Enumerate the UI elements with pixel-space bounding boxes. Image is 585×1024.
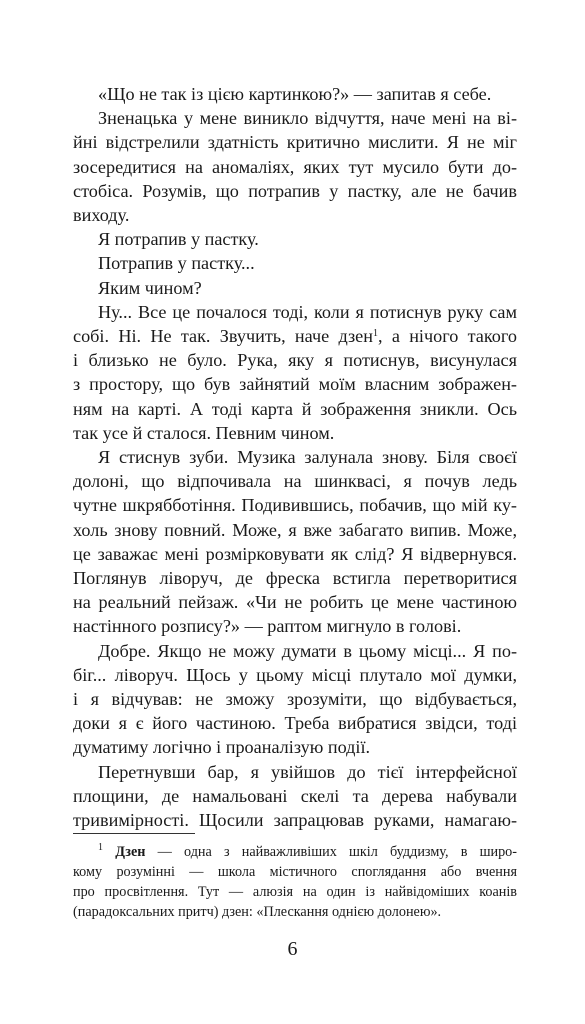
- text-line: стобіса. Розумів, що потрапив у пастку, але не бачив: [73, 180, 517, 201]
- footnote-term: Дзен: [115, 844, 146, 860]
- text-line: йні відстрелили здатність критично мислити. Я не міг: [73, 132, 517, 153]
- footnote-line: про просвітлення. Тут — алюзія на один із найвідоміших коанів: [73, 884, 517, 900]
- footnote-line: (парадоксальних притч) дзен: «Плескання однією долонею».: [73, 904, 442, 920]
- footnote: [73, 842, 517, 922]
- text-line: на реальний пейзаж. «Чи не робить це мене частиною: [73, 592, 517, 613]
- text-line: виходу.: [73, 205, 130, 226]
- footnote-line: [73, 842, 517, 862]
- footnote-text: — одна з найважливіших шкіл буддизму, в широ-: [145, 844, 518, 860]
- text-line: площини, де намальовані скелі та дерева набували: [73, 785, 517, 806]
- footnote-divider: [73, 833, 195, 834]
- text-line: біг... ліворуч. Щось у цьому місці плутало мої думки,: [73, 664, 517, 685]
- text-line: холь знову повний. Може, я вже забагато випив. Може,: [73, 519, 517, 540]
- text-line: зосередитися на аномаліях, яких тут мусило бути до-: [73, 156, 517, 177]
- text-line: доки я є його частиною. Треба вибратися звідси, тоді: [73, 713, 517, 734]
- text-fragment: , а нічого такого: [377, 326, 517, 347]
- text-line: настінного розпису?» — раптом мигнуло в голові.: [73, 616, 462, 637]
- text-line: Зненацька у мене виникло відчуття, наче мені на ві-: [98, 108, 517, 129]
- text-line: Добре. Якщо не можу думати в цьому місці... Я по-: [98, 640, 517, 661]
- text-line: Ну... Все це почалося тоді, коли я потиснув руку сам: [98, 301, 517, 322]
- text-line: Яким чином?: [98, 277, 202, 298]
- text-line: думатиму логічно і проаналізую події.: [73, 737, 371, 758]
- text-line: чутне шкрябботіння. Подивившись, побачив, що мій ку-: [73, 495, 517, 516]
- main-text: [73, 82, 517, 832]
- text-line: ням на карті. А тоді карта й зображення зникли. Ось: [73, 398, 517, 419]
- text-line: Потрапив у пастку...: [98, 253, 255, 274]
- text-line: Я стиснув зуби. Музика залунала знову. Біля своєї: [98, 447, 517, 468]
- footnote-marker: 1: [372, 328, 378, 340]
- text-line: і я відчував: не зможу зрозуміти, що відбувається,: [73, 689, 517, 710]
- text-line: Поглянув ліворуч, де фреска встигла перетворитися: [73, 568, 517, 589]
- footnote-number: 1: [98, 842, 103, 853]
- footnote-line: кому розумінні — школа містичного споглядання або вчення: [73, 864, 517, 880]
- text-fragment: собі. Ні. Не так. Звучить, наче дзен: [73, 326, 373, 347]
- text-line: Я потрапив у пастку.: [98, 229, 259, 250]
- page-number: 6: [287, 938, 298, 960]
- text-line: так усе й сталося. Певним чином.: [73, 422, 335, 443]
- text-line: і близько не було. Рука, яку я потиснув, висунулася: [73, 350, 517, 371]
- text-line: це заважає мені розмірковувати як слід? Я відвернувся.: [73, 543, 517, 564]
- text-line: з простору, що був зайнятий моїм власним зображен-: [73, 374, 517, 395]
- text-line: тривимірності. Щосили запрацював руками, намагаю-: [73, 810, 517, 831]
- text-line: «Що не так із цією картинкою?» — запитав я себе.: [98, 84, 492, 104]
- text-line: Перетнувши бар, я увійшов до тієї інтерфейсної: [98, 761, 517, 782]
- text-line-with-footnote: [73, 324, 517, 348]
- text-line: долоні, що відпочивала на шинквасі, я почув ледь: [73, 471, 517, 492]
